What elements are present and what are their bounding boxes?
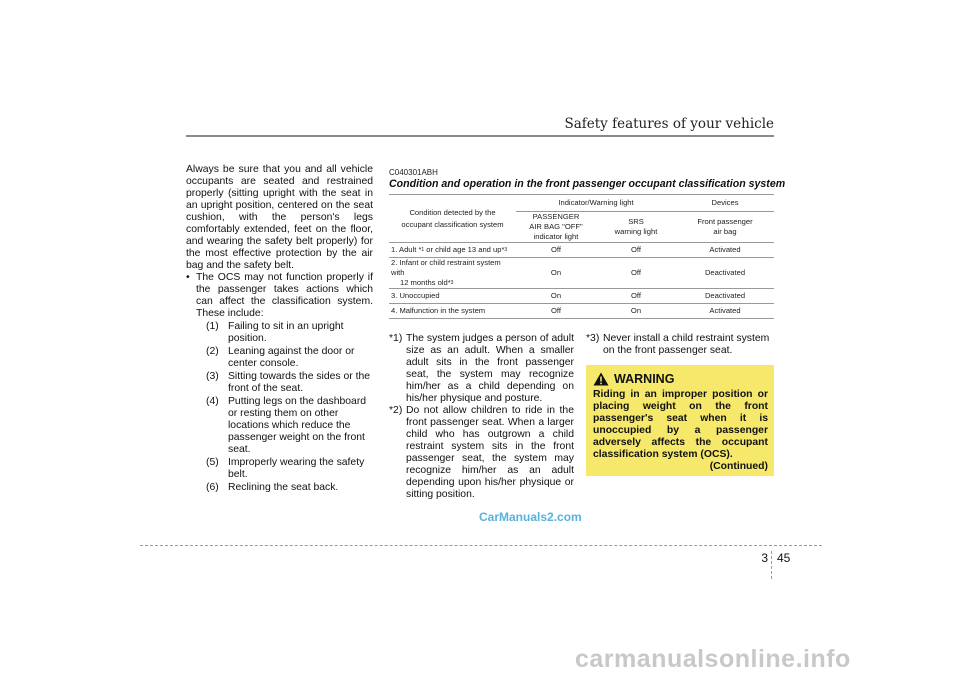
table-header-row bbox=[389, 195, 774, 212]
warning-title: WARNING bbox=[614, 372, 675, 386]
front-airbag-header: Front passenger air bag bbox=[676, 212, 774, 243]
list-item: (3) Sitting towards the sides or the front of the seat. bbox=[206, 371, 371, 394]
table-row: 2. Infant or child restraint system with 12 months old*$^3$ On Off Deactivated bbox=[389, 258, 774, 289]
header-divider bbox=[186, 135, 774, 137]
footer-divider bbox=[140, 545, 822, 546]
ocs-bullet bbox=[186, 272, 373, 494]
list-item: (6) Reclining the seat back. bbox=[206, 482, 339, 493]
ocs-bullet-text: The OCS may not function properly if the passenger takes actions which can affect the classification system. These include: bbox=[196, 272, 373, 319]
page-number-value: 45 bbox=[777, 551, 791, 565]
warning-body: Riding in an improper position or placing weight on the front passenger's seat when it is unoccupied by a passenger adversely affects the occupant classification system (OCS). bbox=[593, 389, 768, 460]
condition-header: Condition detected by the occupant classification system bbox=[389, 195, 516, 243]
footnote-3-column bbox=[586, 333, 774, 357]
list-item: (1) Failing to sit in an upright position. bbox=[206, 321, 344, 344]
table-row: 3. Unoccupied On Off Deactivated bbox=[389, 289, 774, 304]
indicator-header: Indicator/Warning light bbox=[516, 195, 676, 212]
site-watermark: carmanualsonline.info bbox=[575, 645, 851, 673]
list-item: (4) Putting legs on the dashboard or resting them on other locations which reduce the passenger weight on the front seat. bbox=[206, 396, 367, 455]
left-column bbox=[186, 164, 373, 494]
ocs-condition-table bbox=[389, 194, 774, 319]
section-number: 3 bbox=[758, 551, 772, 579]
watermark-link[interactable]: CarManuals2.com bbox=[479, 510, 582, 524]
footnote-3: *3) Never install a child restraint system on the front passenger seat. bbox=[586, 333, 770, 356]
footnote-2: *2) Do not allow children to ride in the front passenger seat. When a larger child who has outgrown a child restraint system sits in the front passenger seat, the system may recognize him/her as an adult depending upon his/her physique or sitting position. bbox=[389, 405, 574, 500]
warning-box bbox=[586, 365, 774, 476]
warning-continued: (Continued) bbox=[709, 461, 768, 472]
section-title: Condition and operation in the front passenger occupant classification system bbox=[389, 178, 786, 190]
list-item: (2) Leaning against the door or center console. bbox=[206, 346, 355, 369]
page-header-title: Safety features of your vehicle bbox=[564, 116, 774, 132]
footnote-1: *1) The system judges a person of adult size as an adult. When a smaller adult sits in the front passenger seat, the system may recognize him/her as a child depending on his/her physique and posture. bbox=[389, 333, 574, 404]
footnotes-column bbox=[389, 333, 574, 501]
table-row: 4. Malfunction in the system Off On Activated bbox=[389, 304, 774, 319]
table-row: 1. Adult *$^1$ or child age 13 and up*$^3$ Off Off Activated bbox=[389, 243, 774, 258]
ocs-action-list bbox=[206, 321, 373, 494]
intro-paragraph: Always be sure that you and all vehicle occupants are seated and restrained properly (sitting upright with the seat in an upright position, centered on the seat cushion, with the person's legs comfortably extended, feet on the floor, and wearing the safety belt properly) for the most effective protection by the air bag and the safety belt. bbox=[186, 164, 373, 271]
bullet-mark: • bbox=[186, 272, 190, 283]
srs-light-header: SRS warning light bbox=[596, 212, 676, 243]
section-code: C040301ABH bbox=[389, 168, 438, 177]
passenger-airbag-header: PASSENGER AIR BAG "OFF" indicator light bbox=[516, 212, 596, 243]
warning-header bbox=[593, 372, 768, 386]
page-number bbox=[758, 551, 790, 579]
devices-header: Devices bbox=[676, 195, 774, 212]
list-item: (5) Improperly wearing the safety belt. bbox=[206, 457, 365, 480]
warning-triangle-icon bbox=[593, 372, 609, 386]
